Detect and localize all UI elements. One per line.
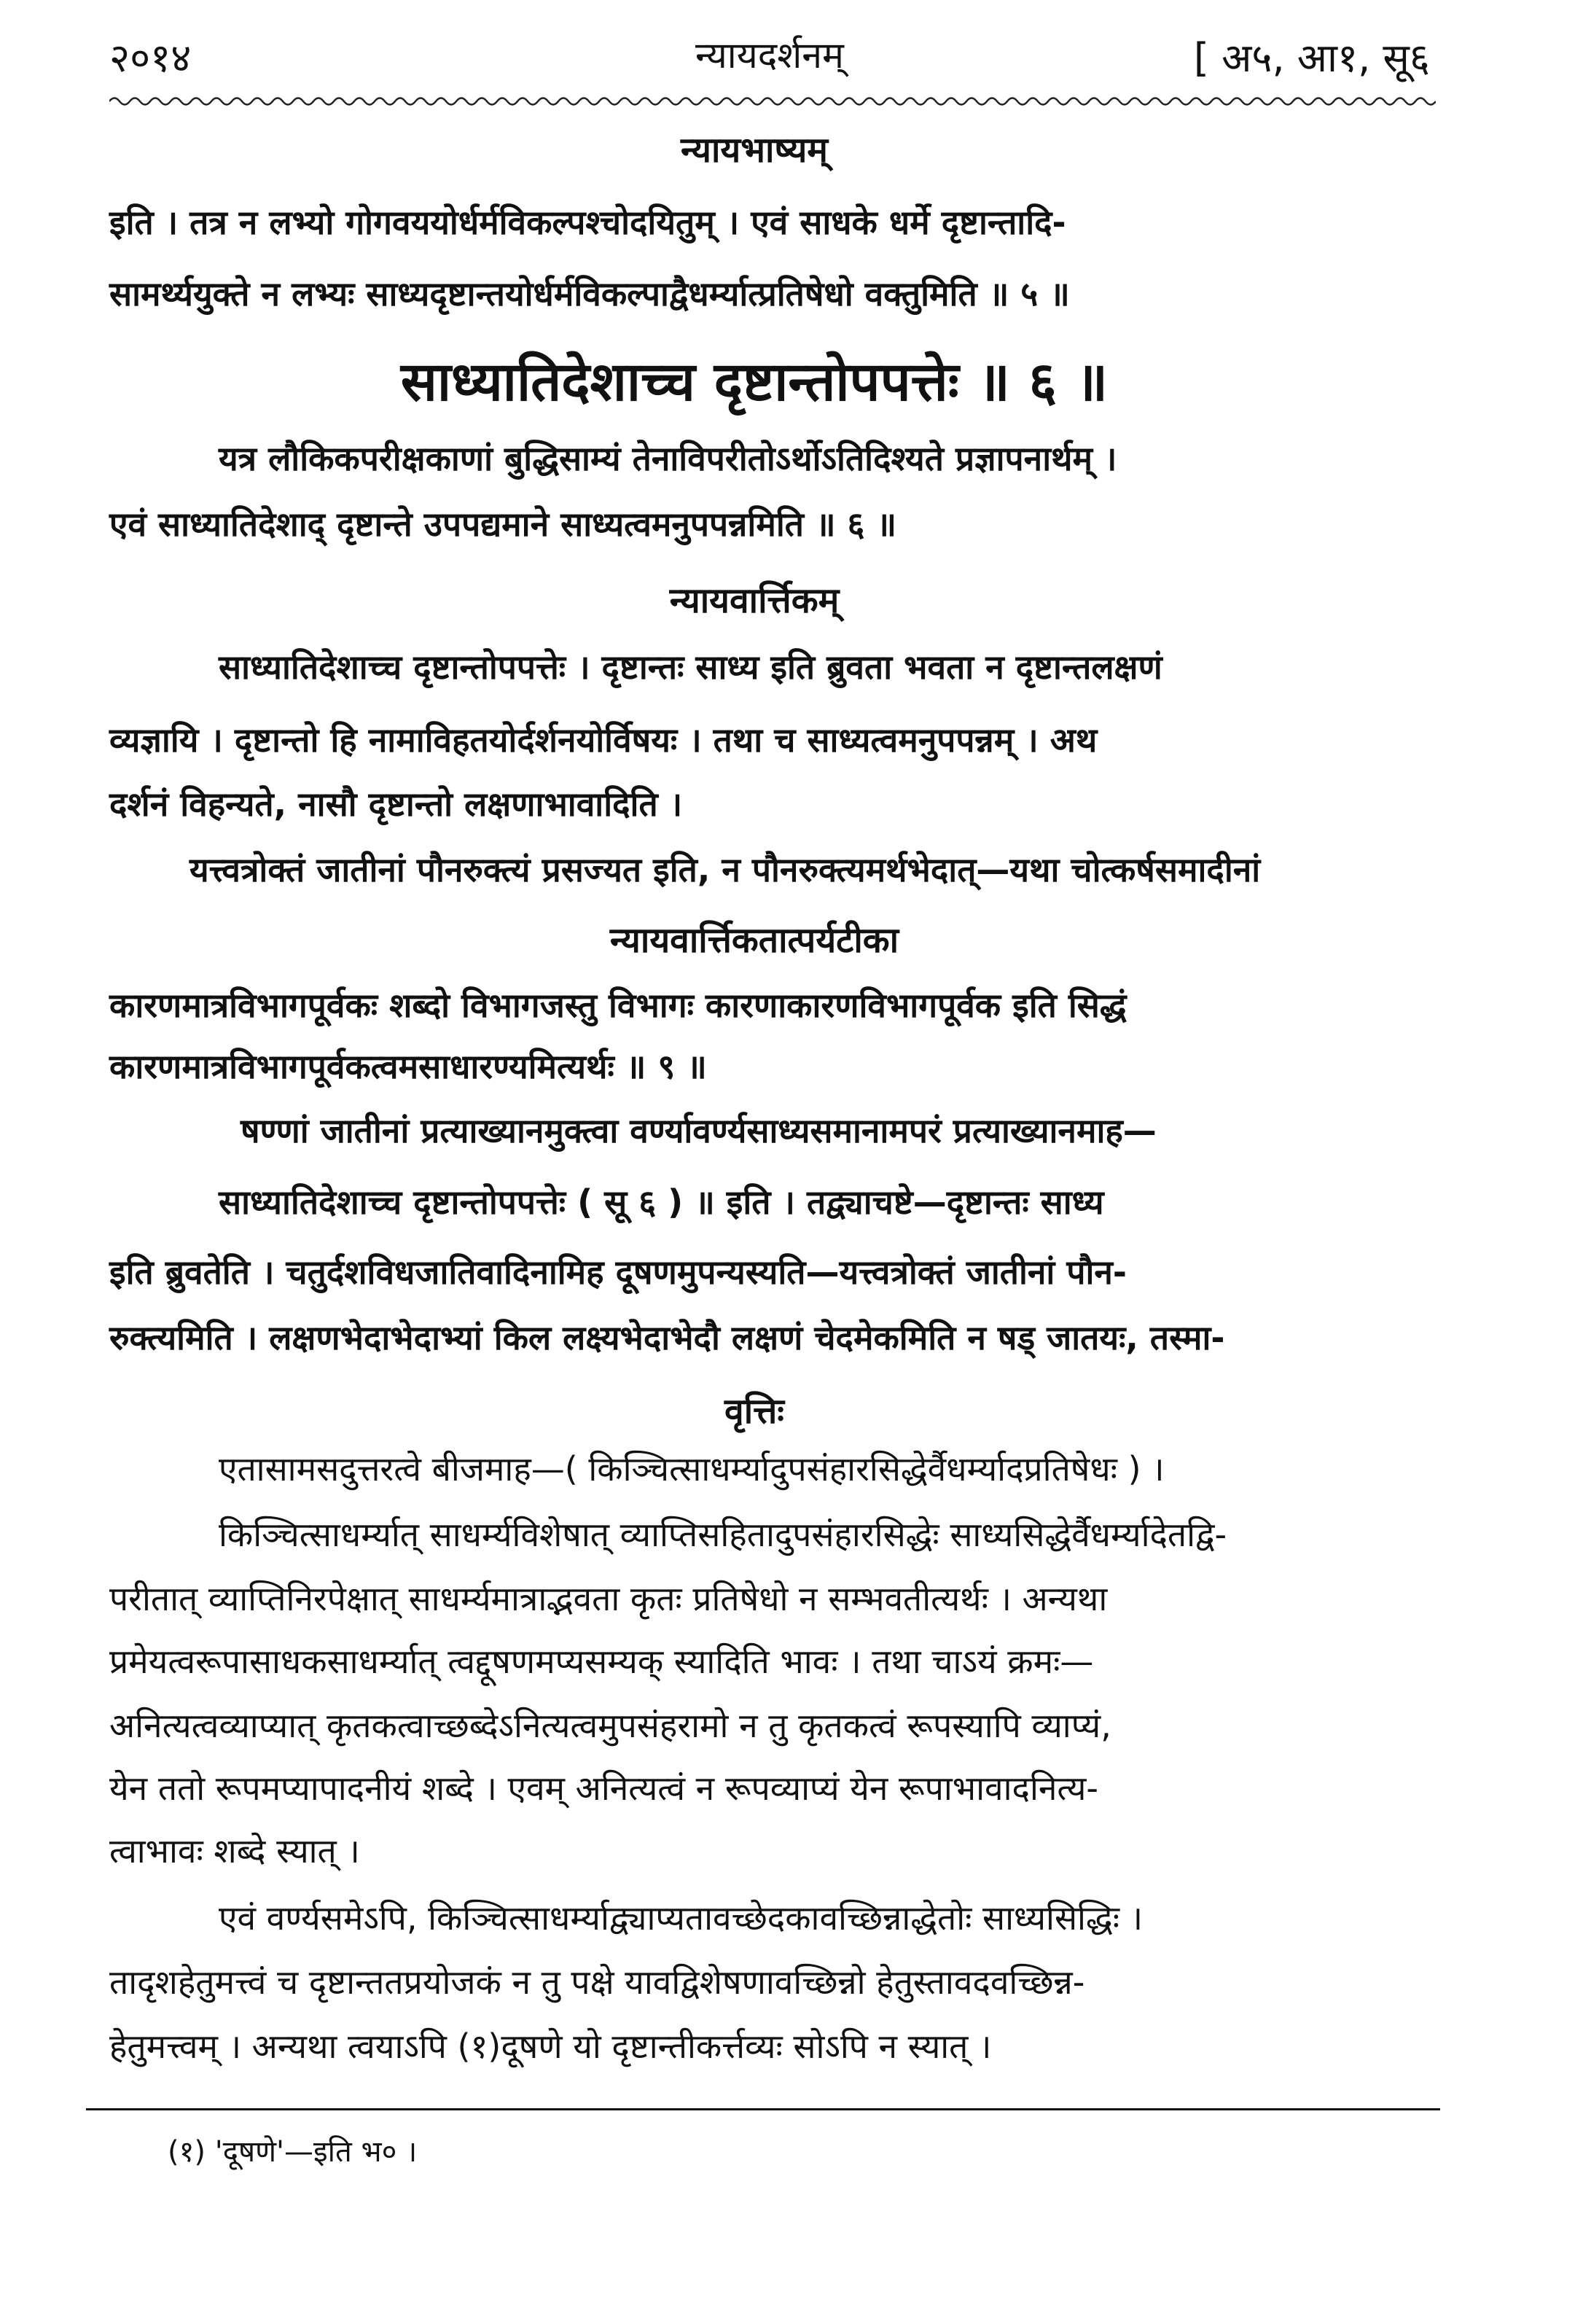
tika-line: साध्यातिदेशाच्च दृष्टान्तोपपत्तेः ( सू ६ ) ॥ इति । तद्व्याचष्टे—दृष्टान्तः साध्य	[219, 1182, 1104, 1222]
vritti-line: किञ्चित्साधर्म्यात् साधर्म्यविशेषात् व्याप्तिसहितादुपसंहारसिद्धेः साध्यसिद्धेर्वैधर्म्यादेतद्वि-	[219, 1515, 1227, 1554]
bhashya-line: इति । तत्र न लभ्यो गोगवययोर्धर्मविकल्पश्चोदयितुम् । एवं साधके धर्मे दृष्टान्तादि-	[109, 203, 1066, 242]
vartika-line: साध्यातिदेशाच्च दृष्टान्तोपपत्तेः । दृष्टान्तः साध्य इति ब्रुवता भवता न दृष्टान्तलक्षणं	[219, 647, 1162, 687]
tika-line: इति ब्रुवतेति । चतुर्दशविधजातिवादिनामिह दूषणमुपन्यस्यति—यत्त्वत्रोक्तं जातीनां पौन-	[109, 1252, 1127, 1292]
vritti-line: अनित्यत्वव्याप्यात् कृतकत्वाच्छब्देऽनित्यत्वमुपसंहरामो न तु कृतकत्वं रूपस्यापि व्याप्यं,	[109, 1706, 1111, 1745]
running-header	[109, 29, 1430, 87]
vartika-line: दर्शनं विहन्यते, नासौ दृष्टान्तो लक्षणाभावादिति ।	[109, 784, 683, 824]
vritti-line: प्रमेयत्वरूपासाधकसाधर्म्यात् त्वद्दूषणमप्यसम्यक् स्यादिति भावः । तथा चाऽयं क्रमः—	[109, 1642, 1094, 1681]
page-number: २०१४	[109, 35, 192, 81]
vritti-line: एवं वर्ण्यसमेऽपि, किञ्चित्साधर्म्याद्व्याप्यतावच्छेदकावच्छिन्नाद्धेतोः साध्यसिद्धिः ।	[219, 1898, 1144, 1938]
tika-line: कारणमात्रविभागपूर्वकत्वमसाधारण्यमित्यर्थः ॥ ९ ॥	[109, 1047, 707, 1086]
tika-line: कारणमात्रविभागपूर्वकः शब्दो विभागजस्तु विभागः कारणाकारणविभागपूर्वक इति सिद्धं	[109, 986, 1127, 1025]
bhashya-sutra-line: एवं साध्यातिदेशाद् दृष्टान्ते उपपद्यमाने साध्यत्वमनुपपन्नमिति ॥ ६ ॥	[109, 504, 897, 544]
tika-heading: न्यायवार्त्तिकतात्पर्यटीका	[609, 920, 899, 961]
vritti-heading: वृत्तिः	[724, 1391, 784, 1432]
header-wavy-rule	[109, 93, 1436, 109]
vritti-line: हेतुमत्त्वम् । अन्यथा त्वयाऽपि (१)दूषणे यो दृष्टान्तीकर्त्तव्यः सोऽपि न स्यात् ।	[109, 2027, 992, 2066]
vartika-line: यत्त्वत्रोक्तं जातीनां पौनरुक्त्यं प्रसज्यत इति, न पौनरुक्त्यमर्थभेदात्—यथा चोत्कर्षसमादीनां	[189, 850, 1261, 889]
tika-line: रुक्त्यमिति । लक्षणभेदाभेदाभ्यां किल लक्ष्यभेदाभेदौ लक्षणं चेदमेकमिति न षड् जातयः, तस्मा-	[109, 1318, 1225, 1357]
footnote-rule	[86, 2108, 1440, 2110]
sutra-heading: साध्यातिदेशाच्च दृष्टान्तोपपत्तेः ॥ ६ ॥	[400, 351, 1109, 413]
vritti-line: तादृशहेतुमत्त्वं च दृष्टान्ततप्रयोजकं न तु पक्षे यावद्विशेषणावच्छिन्नो हेतुस्तावदवच्छिन्न-	[109, 1962, 1085, 2002]
footnote: (१) 'दूषणे'—इति भ० ।	[168, 2135, 418, 2169]
tika-line: षण्णां जातीनां प्रत्याख्यानमुक्त्वा वर्ण्यावर्ण्यसाध्यसमानामपरं प्रत्याख्यानमाह—	[241, 1111, 1157, 1150]
bhashya-line: सामर्थ्ययुक्ते न लभ्यः साध्यदृष्टान्तयोर्धर्मविकल्पाद्वैधर्म्यात्प्रतिषेधो वक्तुमिति ॥ ५ ॥	[109, 274, 1070, 313]
vritti-line: येन ततो रूपमप्यापादनीयं शब्दे । एवम् अनित्यत्वं न रूपव्याप्यं येन रूपाभावादनित्य-	[109, 1769, 1099, 1808]
vartika-heading: न्यायवार्त्तिकम्	[669, 580, 840, 621]
vritti-line: एतासामसदुत्तरत्वे बीजमाह—( किञ्चित्साधर्म्यादुपसंहारसिद्धेर्वैधर्म्यादप्रतिषेधः ) ।	[219, 1449, 1165, 1489]
vritti-line: परीतात् व्याप्तिनिरपेक्षात् साधर्म्यमात्राद्भवता कृतः प्रतिषेधो न सम्भवतीत्यर्थः । अन्यथा	[109, 1579, 1108, 1618]
vartika-line: व्यज्ञायि । दृष्टान्तो हि नामाविहतयोर्दर्शनयोर्विषयः । तथा च साध्यत्वमनुपपन्नम् । अथ	[109, 720, 1098, 760]
section-reference: [ अ५, आ१, सू६	[1193, 35, 1430, 81]
vritti-line: त्वाभावः शब्दे स्यात् ।	[109, 1831, 360, 1871]
bhashya-heading: न्यायभाष्यम्	[680, 130, 829, 171]
book-title: न्यायदर्शनम्	[695, 34, 844, 77]
bhashya-sutra-line: यत्र लौकिकपरीक्षकाणां बुद्धिसाम्यं तेनाविपरीतोऽर्थोऽतिदिश्यते प्रज्ञापनार्थम् ।	[219, 439, 1117, 478]
